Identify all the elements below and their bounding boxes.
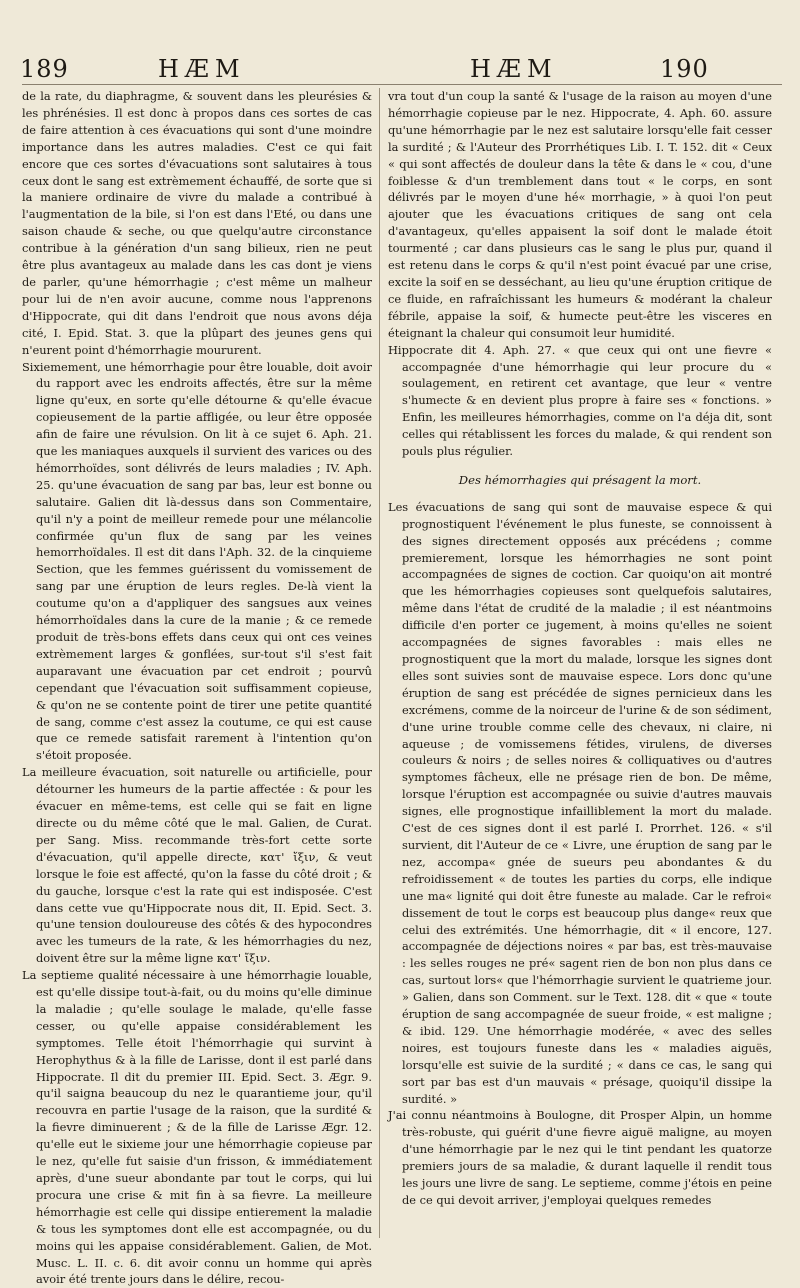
- header-rule: [22, 84, 782, 85]
- running-headword-right: HÆM: [470, 55, 558, 83]
- left-paragraph-2: Sixiemement, une hémorrhagie pour être louable, doit avoir du rapport avec les endroits affectés, être sur la même ligne qu'eux, en sorte qu'elle détourne & qu'elle évacue copieusement de la partie affligée, ou leur être opposée afin de faire une révulsion. On lit à ce sujet 6. Aph. 21. que les maniaques auxquels il survient des varices ou des hémorrhoïdes, sont délivrés de leurs maladies ; IV. Aph. 25. qu'une évacuation de sang par bas, leur est bonne ou salutaire. Galien dit là-dessus dans son Commentaire, qu'il n'y a point de meilleur remede pour une mélancolie confirmée qu'un flux de sang par les veines hemorrhoïdales. Il est dit dans l'Aph. 32. de la cinquieme Section, que les femmes guérissent du vomissement de sang par une éruption de leurs regles. De-là vient la coutume qu'on a d'appliquer des sangsues aux veines hémorrhoïdales dans la cure de la manie ; & ce remede produit de très-bons effets dans ceux qui ont ces veines extrèmement larges & gonflées, sur-tout s'il s'est fait auparavant une évacuation par cet endroit ; pourvû cependant que l'évacuation soit suffisamment copieuse, & qu'on ne se contente point de tirer une petite quantité de sang, comme c'est assez la coutume, ce qui est cause que ce remede satisfait rarement à l'intention qu'on s'étoit proposée.: [22, 359, 372, 763]
- running-headword-left: HÆM: [158, 55, 246, 83]
- section-title: Des hémorrhagies qui présagent la mort.: [458, 472, 702, 487]
- left-paragraph-3: La meilleure évacuation, soit naturelle ou artificielle, pour détourner les humeurs de la partie affectée : & pour les évacuer en même-tems, est celle qui se fait en ligne directe ou du même côté que le mal. Galien, de Curat. per Sang. Miss. recommande très-fort cette sorte d'évacuation, qu'il appelle directe, κατ' ἴξιν, & veut lorsque le foie est affecté, qu'on la fasse du côté droit ; & du gauche, lorsque c'est la rate qui est indisposée. C'est dans cette vue qu'Hippocrate nous dit, II. Epid. Sect. 3. qu'une tension douloureuse des côtés & des hypocondres avec les tumeurs de la rate, & les hémorrhagies du nez, doivent être sur la même ligne κατ' ἴξιν.: [22, 765, 372, 966]
- right-column: [388, 88, 772, 1209]
- left-paragraph-4: La septieme qualité nécessaire à une hémorrhagie louable, est qu'elle dissipe tout-à-fait, ou du moins qu'elle diminue la maladie ; qu'elle soulage le malade, qu'elle fasse cesser, ou qu'elle appaise considérablement les symptomes. Telle étoit l'hémorrhagie qui survint à Herophythus & à la fille de Larisse, dont il est parlé dans Hippocrate. Il dit du premier III. Epid. Sect. 3. Ægr. 9. qu'il saigna beaucoup du nez le quarantieme jour, qu'il recouvra en partie l'usage de la raison, que la surdité & la fievre diminuerent ; & de la fille de Larisse Ægr. 12. qu'elle eut le sixieme jour une hémorrhagie copieuse par le nez, qu'elle fut saisie d'un frisson, & immédiatement après, d'une sueur abondante par tout le corps, qui lui procura une crise & mit fin à sa fievre. La meilleure hémorrhagie est celle qui dissipe entierement la maladie & tous les symptomes dont elle est accompagnée, ou du moins qui les appaise considérablement. Galien, de Mot. Musc. L. II. c. 6. dit avoir connu un homme qui après avoir été trente jours dans le délire, recou-: [22, 968, 372, 1287]
- page-number-left: 189: [20, 55, 69, 83]
- page-header: [0, 52, 800, 86]
- column-divider: [379, 88, 380, 1238]
- right-paragraph-3: Les évacuations de sang qui sont de mauvaise espece & qui prognostiquent l'événement le plus funeste, se connoissent à des signes directement opposés aux précédens ; comme premierement, lorsque les hémorrhagies ne sont point accompagnées de signes de coction. Car quoiqu'on ait montré que les hémorrhagies copieuses sont quelquefois salutaires, même dans l'état de crudité de la maladie ; il est néantmoins difficile d'en porter ce jugement, à moins qu'elles ne soient accompagnées de signes favorables : mais elles ne prognostiquent que la mort du malade, lorsque les signes dont elles sont suivies sont de mauvaise espece. Lors donc qu'une éruption de sang est précédée de signes pernicieux dans les excrémens, comme de la noirceur de l'urine & de son sédiment, d'une urine trouble comme celle des chevaux, ni claire, ni aqueuse ; de vomissemens fétides, virulens, de diverses couleurs & noirs ; de selles noires & colliquatives ou d'autres symptomes fâcheux, elle ne présage rien de bon. De même, lorsque l'éruption est accompagnée ou suivie d'autres mauvais signes, elle prognostique infailliblement la mort du malade. C'est de ces signes dont il est parlé I. Prorrhet. 126. « s'il survient, dit l'Auteur de ce « Livre, une éruption de sang par le nez, accompa« gnée de sueurs peu abondantes & du refroidissement « de toutes les parties du corps, elle indique une ma« lignité qui doit être funeste au malade. Car le refroi« dissement de tout le corps est beaucoup plus dange« reux que celui des extrémités. Une hémorrhagie, dit « il encore, 127. accompagnée de déjections noires « par bas, est très-mauvaise : les selles rouges ne pré« sagent rien de bon non plus dans ce cas, surtout lors« que l'hémorrhagie survient le quatrieme jour. » Galien, dans son Comment. sur le Text. 128. dit « que « toute éruption de sang accompagnée de sueur froide, « est maligne ; & ibid. 129. Une hémorrhagie modérée, « avec des selles noires, est toujours funeste dans les « maladies aiguës, lorsqu'elle est suivie de la surdité ; « dans ce cas, le sang qui sort par bas est d'un mauvais « présage, quoiqu'il dissipe la surdité. »: [388, 499, 772, 1106]
- left-column: [22, 88, 372, 1288]
- right-paragraph-4: J'ai connu néantmoins à Boulogne, dit Prosper Alpin, un homme très-robuste, qui guérit d'une fievre aiguë maligne, au moyen d'une hémorrhagie par le nez qui le tint pendant les quatorze premiers jours de sa maladie, & durant laquelle il rendit tous les jours une livre de sang. Le septieme, comme j'étois en peine de ce qui devoit arriver, j'employai quelques remedes: [388, 1108, 772, 1207]
- left-paragraph-1: de la rate, du diaphragme, & souvent dans les pleurésies & les phrénésies. Il est donc à propos dans ces sortes de cas de faire attention à ces évacuations qui sont d'une moindre importance dans les autres maladies. C'est ce qui fait encore que ces sortes d'évacuations sont salutaires à tous ceux dont le sang est extrèmement échauffé, de sorte que si la maniere ordinaire de vivre du malade a contribué à l'augmentation de la bile, si l'on est dans l'Eté, ou dans une saison chaude & seche, ou que quelqu'autre circonstance contribue à la génération d'un sang bilieux, rien ne peut être plus avantageux au malade dans les cas dont je viens de parler, qu'une hémorrhagie ; c'est même un malheur pour lui de n'en avoir aucune, comme nous l'apprenons d'Hippocrate, qui dit dans l'endroit que nous avons déja cité, I. Epid. Stat. 3. que la plûpart des jeunes gens qui n'eurent point d'hémorrhagie moururent.: [22, 89, 372, 357]
- page-number-right: 190: [660, 55, 709, 83]
- right-paragraph-1: vra tout d'un coup la santé & l'usage de la raison au moyen d'une hémorrhagie copieuse par le nez. Hippocrate, 4. Aph. 60. assure qu'une hémorrhagie par le nez est salutaire lorsqu'elle fait cesser la surdité ; & l'Auteur des Prorrhétiques Lib. I. T. 152. dit « Ceux « qui sont affectés de douleur dans la tête & dans le « cou, d'une foiblesse & d'un tremblement dans tout « le corps, en sont délivrés par le moyen d'une hé« morrhagie, » à quoi l'on peut ajouter que les évacuations critiques de sang ont cela d'avantageux, qu'elles appaisent la soif dont le malade étoit tourmenté ; car dans plusieurs cas le sang le plus pur, quand il est retenu dans le corps & qu'il n'est point évacué par une crise, excite la soif en se desséchant, au lieu qu'une éruption critique de ce fluide, en rafraîchissant les humeurs & modérant la chaleur fébrile, appaise la soif, & humecte peut-être les visceres en éteignant la chaleur qui consumoit leur humidité.: [388, 89, 772, 340]
- right-paragraph-2: Hippocrate dit 4. Aph. 27. « que ceux qui ont une fievre « accompagnée d'une hémorrhagie qui leur procure du « soulagement, en retirent cet avantage, que leur « ventre s'humecte & en devient plus propre à faire ses « fonctions. » Enfin, les meilleures hémorrhagies, comme on l'a déja dit, sont celles qui rétablissent les forces du malade, & qui rendent son pouls plus régulier.: [388, 342, 772, 459]
